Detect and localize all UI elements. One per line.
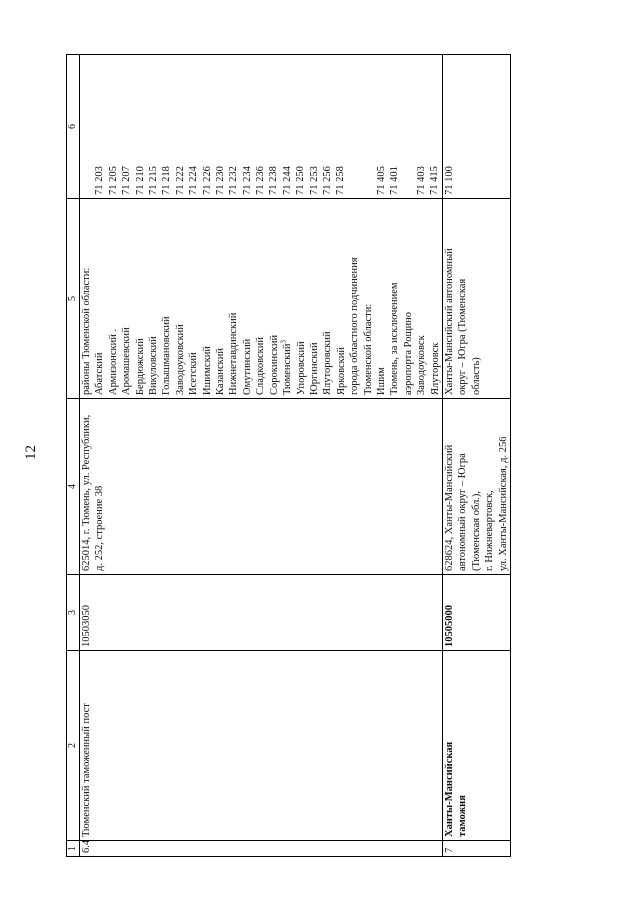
territory-item: Голышмановский bbox=[161, 316, 173, 395]
column-header-6: 6 bbox=[67, 55, 80, 199]
table-row bbox=[442, 55, 510, 857]
territory-item: Тюменской области: bbox=[362, 303, 374, 395]
territory-item: Бердюжский bbox=[134, 338, 146, 395]
customs-table bbox=[66, 54, 511, 857]
territory-item: Тюменский$^3$ bbox=[279, 339, 294, 395]
address-line: автономный округ – Югра bbox=[457, 453, 469, 571]
territory-item: Ялуторовск bbox=[429, 342, 441, 395]
rotated-table-container bbox=[66, 55, 508, 857]
okato-code bbox=[456, 58, 469, 195]
okato-code: 71 403 bbox=[415, 166, 427, 195]
footnote-mark: 3 bbox=[279, 339, 288, 344]
address-line: 625014, г. Тюмень, ул. Республики, bbox=[81, 414, 92, 571]
territory-item: районы Тюменской области: bbox=[81, 267, 92, 395]
okato-list bbox=[80, 55, 443, 199]
address-line: (Тюменская обл.), bbox=[470, 490, 482, 571]
okato-code: 71 226 bbox=[201, 166, 213, 195]
territory-item: аэропорта Рощино bbox=[402, 311, 414, 395]
okato-code: 71 253 bbox=[308, 166, 320, 195]
okato-code: 71 215 bbox=[147, 166, 159, 195]
territory-item: округ – Югра (Тюменская bbox=[457, 278, 469, 395]
territory-item: Сладковский bbox=[255, 337, 267, 395]
row-number: 6.4 bbox=[80, 841, 443, 857]
okato-code: 71 218 bbox=[161, 166, 173, 195]
address-line: г. Нижневартовск, bbox=[484, 490, 496, 571]
page-number: 12 bbox=[23, 445, 39, 460]
okato-code bbox=[470, 58, 483, 195]
territory-item: Заводоуковский bbox=[174, 324, 186, 395]
territory-item: область) bbox=[470, 357, 482, 395]
column-header-2: 2 bbox=[67, 651, 80, 841]
column-header-4: 4 bbox=[67, 399, 80, 575]
okato-code: 71 256 bbox=[322, 166, 334, 195]
territory-item: Ишим bbox=[375, 367, 387, 395]
header-row bbox=[67, 55, 80, 857]
territory-item: Ялуторовский bbox=[322, 331, 334, 395]
column-header-5: 5 bbox=[67, 199, 80, 399]
okato-list bbox=[442, 55, 510, 199]
okato-code bbox=[401, 58, 414, 195]
okato-code: 71 230 bbox=[214, 166, 226, 195]
territory-item: Сорокинский bbox=[268, 334, 280, 395]
okato-code: 71 236 bbox=[255, 166, 267, 195]
customs-code: 10503050 bbox=[80, 575, 443, 651]
territory-item: Ярковский bbox=[335, 347, 347, 395]
territory-item: Заводоуковск bbox=[416, 335, 428, 395]
territory-list bbox=[80, 199, 443, 399]
okato-code bbox=[80, 58, 93, 195]
okato-code: 71 244 bbox=[281, 166, 293, 195]
okato-code: 71 234 bbox=[241, 166, 253, 195]
customs-code: 10505000 bbox=[442, 575, 510, 651]
territory-item: Нижнетавдинский bbox=[228, 312, 240, 395]
territory-item: Ханты-Мансийский автономный bbox=[443, 248, 455, 395]
column-header-1: 1 bbox=[67, 841, 80, 857]
okato-code: 71 238 bbox=[268, 166, 280, 195]
address-cell bbox=[80, 399, 443, 575]
okato-code: 71 232 bbox=[228, 166, 240, 195]
okato-code: 71 405 bbox=[375, 166, 387, 195]
row-number: 7 bbox=[442, 841, 510, 857]
territory-item: Абатский bbox=[94, 352, 106, 395]
okato-code: 71 224 bbox=[188, 166, 200, 195]
okato-code: 71 250 bbox=[295, 166, 307, 195]
name-line: Ханты-Мансийская bbox=[443, 741, 455, 837]
customs-office-name bbox=[442, 651, 510, 841]
territory-item: Юргинский bbox=[308, 342, 320, 395]
okato-code: 71 258 bbox=[335, 166, 347, 195]
okato-code: 71 203 bbox=[94, 166, 106, 195]
okato-code: 71 415 bbox=[429, 166, 441, 195]
territory-item: Тюмень, за исключением bbox=[389, 282, 401, 395]
okato-code: 71 210 bbox=[134, 166, 146, 195]
address-line: 628624, Ханты-Мансийский bbox=[443, 444, 455, 571]
territory-item: Казанский bbox=[215, 348, 227, 395]
okato-code: 71 100 bbox=[443, 166, 455, 195]
territory-item: Аромашевский bbox=[121, 327, 133, 395]
address-line: ул. Ханты-Мансийская, д. 256 bbox=[497, 436, 509, 571]
territory-item: Омутинский bbox=[241, 338, 253, 395]
name-line: таможня bbox=[457, 795, 469, 837]
territory-item: Армизонский . bbox=[107, 328, 119, 395]
okato-code bbox=[361, 58, 374, 195]
okato-code: 71 401 bbox=[388, 166, 400, 195]
address-cell bbox=[442, 399, 510, 575]
table-row bbox=[80, 55, 443, 857]
territory-item: Упоровский bbox=[295, 341, 307, 395]
territory-item: Ишимский bbox=[201, 346, 213, 395]
customs-post-name: Тюменский таможенный пост bbox=[80, 651, 443, 841]
territory-item: города областного подчинения bbox=[349, 257, 361, 395]
address-line: д. 252, строение 38 bbox=[94, 485, 106, 571]
okato-code bbox=[348, 58, 361, 195]
territory-item: Исетский bbox=[188, 352, 200, 395]
okato-code: 71 207 bbox=[121, 166, 133, 195]
okato-code: 71 205 bbox=[107, 166, 119, 195]
territory-list bbox=[442, 199, 510, 399]
column-header-3: 3 bbox=[67, 575, 80, 651]
okato-code: 71 222 bbox=[174, 166, 186, 195]
territory-item: Викуловский bbox=[148, 336, 160, 395]
